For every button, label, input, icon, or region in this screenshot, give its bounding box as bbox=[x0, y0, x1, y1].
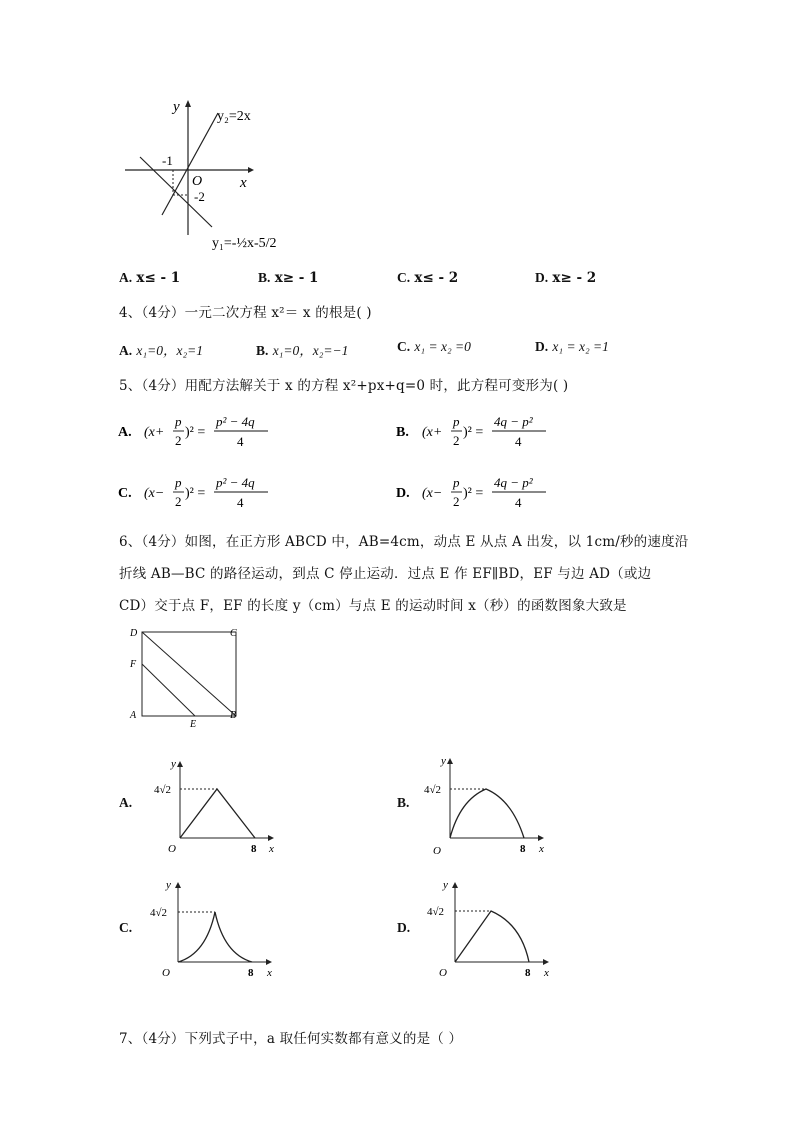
q6a-y-label: y bbox=[171, 758, 176, 770]
q5-lhs-end: )² = bbox=[463, 486, 484, 501]
q5-frac-den: 2 bbox=[453, 494, 460, 509]
q3-option-a[interactable] bbox=[119, 270, 180, 286]
q5-frac-num: p bbox=[175, 414, 182, 429]
q6-label-e: E bbox=[190, 719, 197, 730]
q6b-y-label: y bbox=[441, 755, 446, 767]
q6-option-c-label[interactable]: C. bbox=[119, 920, 133, 935]
q3-x-arrow bbox=[248, 167, 254, 173]
q6-stem-line3: CD）交于点 F，EF 的长度 y（cm）与点 E 的运动时间 x（秒）的函数图象大致是 bbox=[119, 598, 627, 614]
q5-rhs-num: 4q − p² bbox=[494, 475, 533, 490]
q3-option-text: x≤ - 1 bbox=[136, 270, 181, 286]
q3-option-text: x≤ - 2 bbox=[414, 270, 459, 286]
q5-rhs-den: 4 bbox=[515, 495, 522, 510]
q6b-y-max: 4√2 bbox=[424, 784, 442, 796]
q4-option-a[interactable] bbox=[119, 339, 203, 359]
q5-lhs-end: )² = bbox=[185, 425, 206, 440]
q3-option-label: C. bbox=[397, 270, 411, 285]
q3-option-text: x≥ - 1 bbox=[274, 270, 319, 286]
q3-x-tick-label: -1 bbox=[162, 153, 173, 168]
q6-option-d-label[interactable]: D. bbox=[397, 920, 411, 935]
q6b-curve bbox=[450, 789, 524, 838]
q3-y-arrow bbox=[185, 100, 191, 107]
q5-frac-den: 2 bbox=[453, 433, 460, 448]
q5-frac-num: p bbox=[453, 414, 460, 429]
q3-line-y2-label: y₂=2x bbox=[217, 109, 251, 124]
q4-option-text: x₁=0，x₂=−1 bbox=[272, 343, 349, 358]
q3-graph bbox=[120, 95, 290, 260]
q6c-origin: O bbox=[162, 967, 170, 979]
q6a-curve bbox=[180, 789, 255, 838]
q6c-x-label: x bbox=[267, 967, 272, 979]
q3-option-label: D. bbox=[535, 270, 549, 285]
q5-stem: 5、（4分）用配方法解关于 x 的方程 x²+px+q=0 时，此方程可变形为( ) bbox=[119, 378, 569, 394]
q6-option-b-graph[interactable] bbox=[420, 752, 560, 857]
q6-option-a-graph[interactable] bbox=[150, 755, 285, 860]
q5-lhs: (x− bbox=[422, 486, 443, 501]
q5-rhs-den: 4 bbox=[237, 434, 244, 449]
q5-frac-num: p bbox=[453, 475, 460, 490]
q6-label-d: D bbox=[130, 628, 138, 639]
q5-frac-den: 2 bbox=[175, 433, 182, 448]
q3-y-label: y bbox=[173, 99, 180, 115]
q4-option-text: x₁ = x₂ =1 bbox=[552, 339, 609, 354]
q6a-x-label: x bbox=[269, 843, 274, 855]
q6b-y-arrow bbox=[447, 758, 453, 764]
q4-option-c[interactable] bbox=[397, 339, 471, 355]
q6a-x-end: 8 bbox=[251, 843, 257, 855]
q6-label-a: A bbox=[130, 710, 137, 721]
q6-diagonal-bd bbox=[142, 632, 236, 716]
q3-option-label: A. bbox=[119, 270, 133, 285]
q6b-origin: O bbox=[433, 845, 441, 857]
q5-rhs-den: 4 bbox=[515, 434, 522, 449]
q5-rhs-num: p² − 4q bbox=[216, 414, 255, 429]
q6-stem-line2: 折线 AB—BC 的路径运动，到点 C 停止运动．过点 E 作 EF∥BD，EF 与边 AD（或边 bbox=[119, 566, 652, 582]
q6d-y-label: y bbox=[443, 879, 448, 891]
q5-lhs: (x+ bbox=[144, 425, 165, 440]
q5-option-d[interactable] bbox=[396, 469, 566, 517]
q5-rhs-den: 4 bbox=[237, 495, 244, 510]
q3-option-b[interactable] bbox=[258, 270, 318, 286]
q6c-y-max: 4√2 bbox=[150, 907, 168, 919]
q6-label-c: C bbox=[230, 628, 237, 639]
q4-option-label: A. bbox=[119, 343, 133, 358]
q3-option-text: x≥ - 2 bbox=[552, 270, 597, 286]
q6c-y-arrow bbox=[175, 882, 181, 888]
q5-frac-num: p bbox=[175, 475, 182, 490]
q6d-x-arrow bbox=[543, 959, 549, 965]
q3-option-d[interactable] bbox=[535, 270, 596, 286]
q5-option-label: B. bbox=[396, 425, 409, 440]
q6-option-c-graph[interactable] bbox=[148, 876, 283, 981]
q4-option-text: x₁=0，x₂=1 bbox=[136, 343, 204, 358]
q4-option-text: x₁ = x₂ =0 bbox=[414, 339, 471, 354]
q5-lhs: (x− bbox=[144, 486, 165, 501]
q6d-origin: O bbox=[439, 967, 447, 979]
q4-option-b[interactable] bbox=[256, 339, 348, 359]
q6-option-d-graph[interactable] bbox=[425, 876, 560, 981]
q5-option-c[interactable] bbox=[118, 469, 288, 517]
q5-option-b[interactable] bbox=[396, 408, 566, 456]
q6c-y-label: y bbox=[166, 879, 171, 891]
q3-option-label: B. bbox=[258, 270, 271, 285]
q5-option-label: C. bbox=[118, 486, 132, 501]
q6d-x-end: 8 bbox=[525, 967, 531, 979]
q5-option-label: D. bbox=[396, 486, 410, 501]
q6b-x-arrow bbox=[538, 835, 544, 841]
q5-rhs-num: p² − 4q bbox=[216, 475, 255, 490]
q5-rhs-num: 4q − p² bbox=[494, 414, 533, 429]
q3-line-y1-label: y₁=-½x-5/2 bbox=[212, 236, 277, 251]
q6-square-figure bbox=[125, 622, 245, 730]
q6b-x-label: x bbox=[539, 843, 544, 855]
q4-option-label: C. bbox=[397, 339, 411, 354]
q3-x-label: x bbox=[240, 175, 247, 191]
q6d-x-label: x bbox=[544, 967, 549, 979]
q6c-x-end: 8 bbox=[248, 967, 254, 979]
q5-option-a[interactable] bbox=[118, 408, 288, 456]
q6b-x-end: 8 bbox=[520, 843, 526, 855]
q4-stem: 4、（4分）一元二次方程 x²＝ x 的根是( ) bbox=[119, 305, 372, 321]
q5-lhs: (x+ bbox=[422, 425, 443, 440]
q5-frac-den: 2 bbox=[175, 494, 182, 509]
q6a-y-max: 4√2 bbox=[154, 784, 172, 796]
q5-option-label: A. bbox=[118, 425, 132, 440]
q6a-origin: O bbox=[168, 843, 176, 855]
q4-option-label: D. bbox=[535, 339, 549, 354]
q3-y-tick-label: -2 bbox=[194, 189, 205, 204]
q6-stem-line1: 6、（4分）如图，在正方形 ABCD 中，AB=4cm，动点 E 从点 A 出发，以 1cm/秒的速度沿 bbox=[119, 534, 689, 550]
q6-label-f: F bbox=[130, 659, 137, 670]
q5-lhs-end: )² = bbox=[185, 486, 206, 501]
q6d-y-max: 4√2 bbox=[427, 906, 445, 918]
q6d-y-arrow bbox=[452, 882, 458, 888]
q6-option-b-label[interactable]: B. bbox=[397, 795, 410, 810]
q7-stem: 7、（4分）下列式子中，a 取任何实数都有意义的是（ ） bbox=[119, 1031, 463, 1047]
q6c-curve bbox=[178, 912, 252, 962]
q6c-x-arrow bbox=[266, 959, 272, 965]
q6-option-a-label[interactable]: A. bbox=[119, 795, 133, 810]
q4-option-d[interactable] bbox=[535, 339, 609, 355]
q5-lhs-end: )² = bbox=[463, 425, 484, 440]
q3-option-c[interactable] bbox=[397, 270, 458, 286]
q6d-curve bbox=[455, 911, 529, 962]
q6a-y-arrow bbox=[177, 761, 183, 767]
q6-label-b: B bbox=[230, 710, 237, 721]
q3-origin-label: O bbox=[192, 174, 203, 189]
q6a-x-arrow bbox=[268, 835, 274, 841]
q4-option-label: B. bbox=[256, 343, 269, 358]
